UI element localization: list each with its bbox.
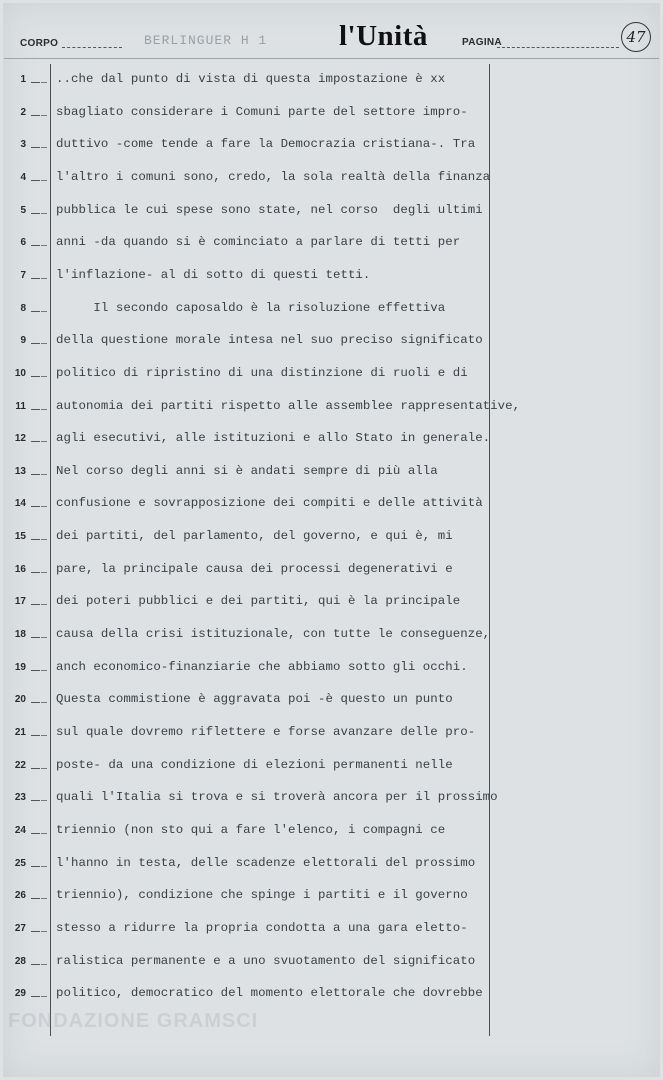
line-dash xyxy=(31,311,40,312)
page-number-circle: 47 xyxy=(621,22,651,52)
header-divider xyxy=(4,58,659,59)
line-rule xyxy=(41,343,47,344)
text-line xyxy=(0,139,663,172)
line-rule xyxy=(41,311,47,312)
typed-line-text: sbagliato considerare i Comuni parte del settore impro- xyxy=(56,104,468,119)
line-dash xyxy=(31,213,40,214)
line-number: 27 xyxy=(14,922,26,934)
line-number: 6 xyxy=(20,237,26,249)
line-rule xyxy=(41,735,47,736)
typed-line-text: sul quale dovremo riflettere e forse avanzare delle pro- xyxy=(56,725,476,739)
line-dash xyxy=(31,147,40,148)
line-number: 28 xyxy=(14,955,26,967)
text-line xyxy=(0,596,663,629)
line-number: 15 xyxy=(14,531,26,543)
text-line xyxy=(0,694,663,727)
line-rule xyxy=(41,409,47,410)
typed-line-text: politico, democratico del momento elettorale che dovrebbe xyxy=(56,986,483,1001)
line-dash xyxy=(31,702,40,703)
text-line xyxy=(0,822,663,858)
line-rule xyxy=(41,898,47,899)
line-dash xyxy=(31,670,40,671)
line-number: 23 xyxy=(14,792,26,804)
typed-line-text: agli esecutivi, alle istituzioni e allo Stato in generale. xyxy=(56,431,491,446)
line-rule xyxy=(41,572,47,573)
line-dash xyxy=(31,376,40,377)
typed-line-text: pubblica le cui spese sono state, nel corso degli ultimi xyxy=(56,202,483,217)
typed-line-text: Questa commistione è aggravata poi -è questo un punto xyxy=(56,692,453,707)
masthead-logo: l'Unità xyxy=(339,20,428,52)
typed-line-text: triennio (non sto qui a fare l'elenco, i compagni ce xyxy=(56,822,446,837)
line-dash xyxy=(31,735,40,736)
line-number: 26 xyxy=(14,890,26,902)
line-number: 13 xyxy=(14,465,26,477)
line-number: 5 xyxy=(20,204,26,216)
line-dash xyxy=(31,768,40,769)
typed-line-text: della questione morale intesa nel suo preciso significato xyxy=(56,333,483,348)
typed-line-text: stesso a ridurre la propria condotta a una gara eletto- xyxy=(56,920,468,935)
line-dash xyxy=(31,539,40,540)
line-rule xyxy=(41,702,47,703)
typed-line-text: pare, la principale causa dei processi degenerativi e xyxy=(56,561,453,576)
typed-line-text: confusione e sovrapposizione dei compiti e delle attività xyxy=(56,496,483,511)
line-number: 29 xyxy=(14,988,26,1000)
line-dash xyxy=(31,245,40,246)
text-line xyxy=(0,757,663,793)
line-number: 24 xyxy=(14,824,26,836)
typed-line-text: anch economico-finanziarie che abbiamo sotto gli occhi. xyxy=(56,659,468,674)
text-line xyxy=(0,74,663,107)
typed-line-text: dei partiti, del parlamento, del governo, e qui è, mi xyxy=(56,529,453,544)
slug-text: BERLINGUER H 1 xyxy=(144,33,268,48)
text-line xyxy=(0,561,663,597)
line-number: 7 xyxy=(20,269,26,281)
line-number: 19 xyxy=(14,661,26,673)
text-line xyxy=(0,890,663,923)
line-rule xyxy=(41,833,47,834)
line-dash xyxy=(31,996,40,997)
typed-line-text: duttivo -come tende a fare la Democrazia cristiana-. Tra xyxy=(56,137,476,152)
text-line xyxy=(0,463,663,499)
line-dash xyxy=(31,441,40,442)
line-dash xyxy=(31,278,40,279)
line-dash xyxy=(31,474,40,475)
line-number: 3 xyxy=(20,139,26,151)
typed-line-text: causa della crisi istituzionale, con tutte le conseguenze, xyxy=(56,627,491,642)
line-rule xyxy=(41,866,47,867)
text-line xyxy=(0,335,663,368)
typed-line-text: ralistica permanente e a uno svuotamento del significato xyxy=(56,953,476,968)
line-dash xyxy=(31,800,40,801)
typed-line-text: quali l'Italia si trova e si troverà ancora per il prossimo xyxy=(56,790,498,805)
text-line xyxy=(0,433,663,466)
line-rule xyxy=(41,800,47,801)
text-line xyxy=(0,398,663,434)
typed-line-text: anni -da quando si è cominciato a parlare di tetti per xyxy=(56,235,461,250)
pagina-field-line xyxy=(497,47,619,48)
line-rule xyxy=(41,82,47,83)
line-rule xyxy=(41,604,47,605)
line-number: 10 xyxy=(14,367,26,379)
line-dash xyxy=(31,964,40,965)
typed-line-text: triennio), condizione che spinge i partiti e il governo xyxy=(56,888,468,903)
text-line xyxy=(0,953,663,989)
typed-line-text: l'hanno in testa, delle scadenze elettorali del prossimo xyxy=(56,855,476,870)
line-dash xyxy=(31,604,40,605)
text-line xyxy=(0,300,663,336)
line-dash xyxy=(31,931,40,932)
text-line xyxy=(0,498,663,531)
line-number: 9 xyxy=(20,335,26,347)
typed-line-text: ..che dal punto di vista di questa impostazione è xx xyxy=(56,72,446,86)
line-rule xyxy=(41,245,47,246)
text-line xyxy=(0,920,663,956)
text-line xyxy=(0,267,663,303)
text-line xyxy=(0,659,663,695)
typed-line-text: Nel corso degli anni si è andati sempre di più alla xyxy=(56,463,438,478)
line-rule xyxy=(41,278,47,279)
line-number: 17 xyxy=(14,596,26,608)
line-rule xyxy=(41,474,47,475)
text-line xyxy=(0,169,663,205)
line-dash xyxy=(31,82,40,83)
line-rule xyxy=(41,637,47,638)
typed-line-text: autonomia dei partiti rispetto alle assemblee rappresentative, xyxy=(56,398,521,413)
line-number: 1 xyxy=(20,74,26,85)
line-dash xyxy=(31,115,40,116)
line-number: 22 xyxy=(14,759,26,771)
typed-line-text: Il secondo caposaldo è la risoluzione effettiva xyxy=(56,300,446,315)
line-dash xyxy=(31,506,40,507)
line-number: 16 xyxy=(14,563,26,575)
line-dash xyxy=(31,833,40,834)
line-rule xyxy=(41,180,47,181)
line-number: 21 xyxy=(14,727,26,738)
text-line xyxy=(0,792,663,825)
line-rule xyxy=(41,115,47,116)
text-line xyxy=(0,531,663,564)
line-number: 8 xyxy=(20,302,26,314)
line-number: 12 xyxy=(14,433,26,445)
corpo-label: CORPO xyxy=(20,38,59,49)
text-line xyxy=(0,727,663,760)
line-rule xyxy=(41,768,47,769)
line-number: 4 xyxy=(20,171,26,183)
line-dash xyxy=(31,898,40,899)
line-rule xyxy=(41,506,47,507)
line-rule xyxy=(41,539,47,540)
line-number: 11 xyxy=(15,400,26,412)
pagina-label: PAGINA xyxy=(462,37,502,48)
line-rule xyxy=(41,964,47,965)
line-rule xyxy=(41,147,47,148)
text-line xyxy=(0,365,663,401)
line-dash xyxy=(31,343,40,344)
text-line xyxy=(0,104,663,140)
line-dash xyxy=(31,180,40,181)
line-dash xyxy=(31,637,40,638)
corpo-field-line xyxy=(62,47,122,48)
line-dash xyxy=(31,409,40,410)
line-rule xyxy=(41,376,47,377)
foundation-watermark: FONDAZIONE GRAMSCI xyxy=(8,1010,259,1032)
text-line xyxy=(0,202,663,238)
line-rule xyxy=(41,996,47,997)
line-rule xyxy=(41,213,47,214)
line-number: 20 xyxy=(14,694,26,706)
text-line xyxy=(0,629,663,662)
typed-line-text: l'altro i comuni sono, credo, la sola realtà della finanza xyxy=(56,169,491,184)
line-dash xyxy=(31,572,40,573)
typed-line-text: politico di ripristino di una distinzione di ruoli e di xyxy=(56,365,468,380)
line-rule xyxy=(41,931,47,932)
line-number: 18 xyxy=(14,629,26,641)
typed-line-text: poste- da una condizione di elezioni permanenti nelle xyxy=(56,757,453,772)
line-number: 25 xyxy=(14,857,26,869)
line-number: 2 xyxy=(20,106,26,118)
page-header xyxy=(0,0,663,60)
text-line xyxy=(0,855,663,891)
typed-line-text: dei poteri pubblici e dei partiti, qui è la principale xyxy=(56,594,461,609)
typed-line-text: l'inflazione- al di sotto di questi tetti. xyxy=(56,267,371,282)
line-rule xyxy=(41,441,47,442)
line-rule xyxy=(41,670,47,671)
text-line xyxy=(0,237,663,270)
line-number: 14 xyxy=(14,498,26,510)
line-dash xyxy=(31,866,40,867)
